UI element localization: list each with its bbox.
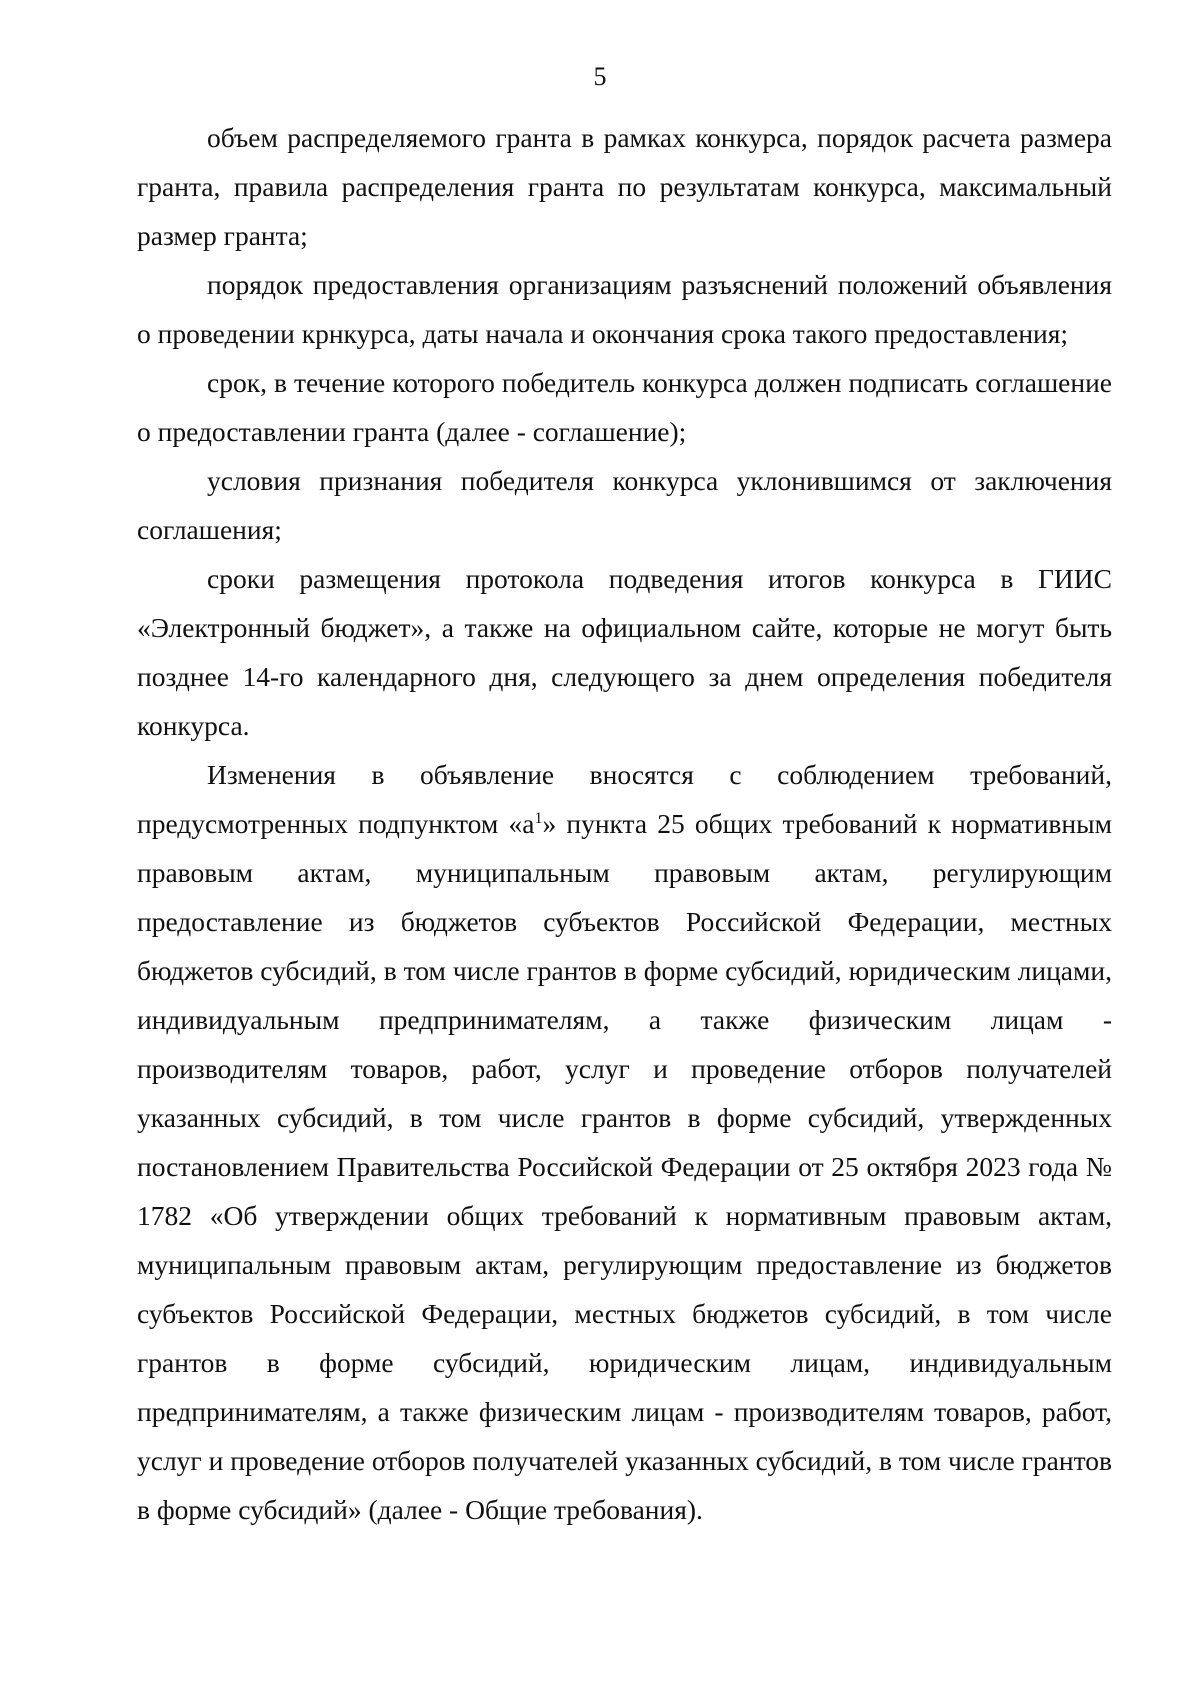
amendments-text-end: » пункта 25 общих требований к нормативным правовым актам, муниципальным правовым актам, регулирующим предоставление из бюджетов субъектов Российской Федерации, местных бюджетов субсидий, в том числе грантов в форме субсидий, юридическим лицами, индивидуальным предпринимателям, а также физическим лицам - производителям товаров, работ, услуг и проведение отборов получателей указанных субсидий, в том числе грантов в форме субсидий, утвержденных постановлением Правительства Российской Федерации от 25 октября 2023 года № 1782 «Об утверждении общих требований к нормативным правовым актам, муниципальным правовым актам, регулирующим предоставление из бюджетов субъектов Российской Федерации, местных бюджетов субсидий, в том числе грантов в форме субсидий, юридическим лицам, индивидуальным предпринимателям, а также физическим лицам - производителям товаров, работ, услуг и проведение отборов получателей указанных субсидий, в том числе грантов в форме субсидий» (далее - Общие требования). — [137, 808, 1112, 1525]
subparagraph-superscript: 1 — [534, 809, 543, 827]
page-number: 5 — [593, 62, 607, 91]
paragraph-grant-volume: объем распределяемого гранта в рамках конкурса, порядок расчета размера гранта, правила распределения гранта по результатам конкурса, максимальный размер гранта; — [137, 122, 1112, 251]
paragraph-protocol-deadlines: сроки размещения протокола подведения итогов конкурса в ГИИС «Электронный бюджет», а также на официальном сайте, которые не могут быть позднее 14-го календарного дня, следующего за днем определения победителя конкурса. — [137, 563, 1112, 741]
paragraph-amendments — [137, 750, 1112, 1534]
paragraph-signing-deadline: срок, в течение которого победитель конкурса должен подписать соглашение о предоставлении гранта (далее - соглашение); — [137, 367, 1112, 447]
amendments-text-start: Изменения в объявление вносятся с соблюдением требований, предусмотренных подпунктом «а — [137, 759, 1112, 839]
paragraph-evasion-conditions: условия признания победителя конкурса уклонившимся от заключения соглашения; — [137, 465, 1112, 545]
paragraph-clarification-procedure: порядок предоставления организациям разъяснений положений объявления о проведении крнкурса, даты начала и окончания срока такого предоставления; — [137, 269, 1112, 349]
document-body — [137, 113, 1112, 1534]
